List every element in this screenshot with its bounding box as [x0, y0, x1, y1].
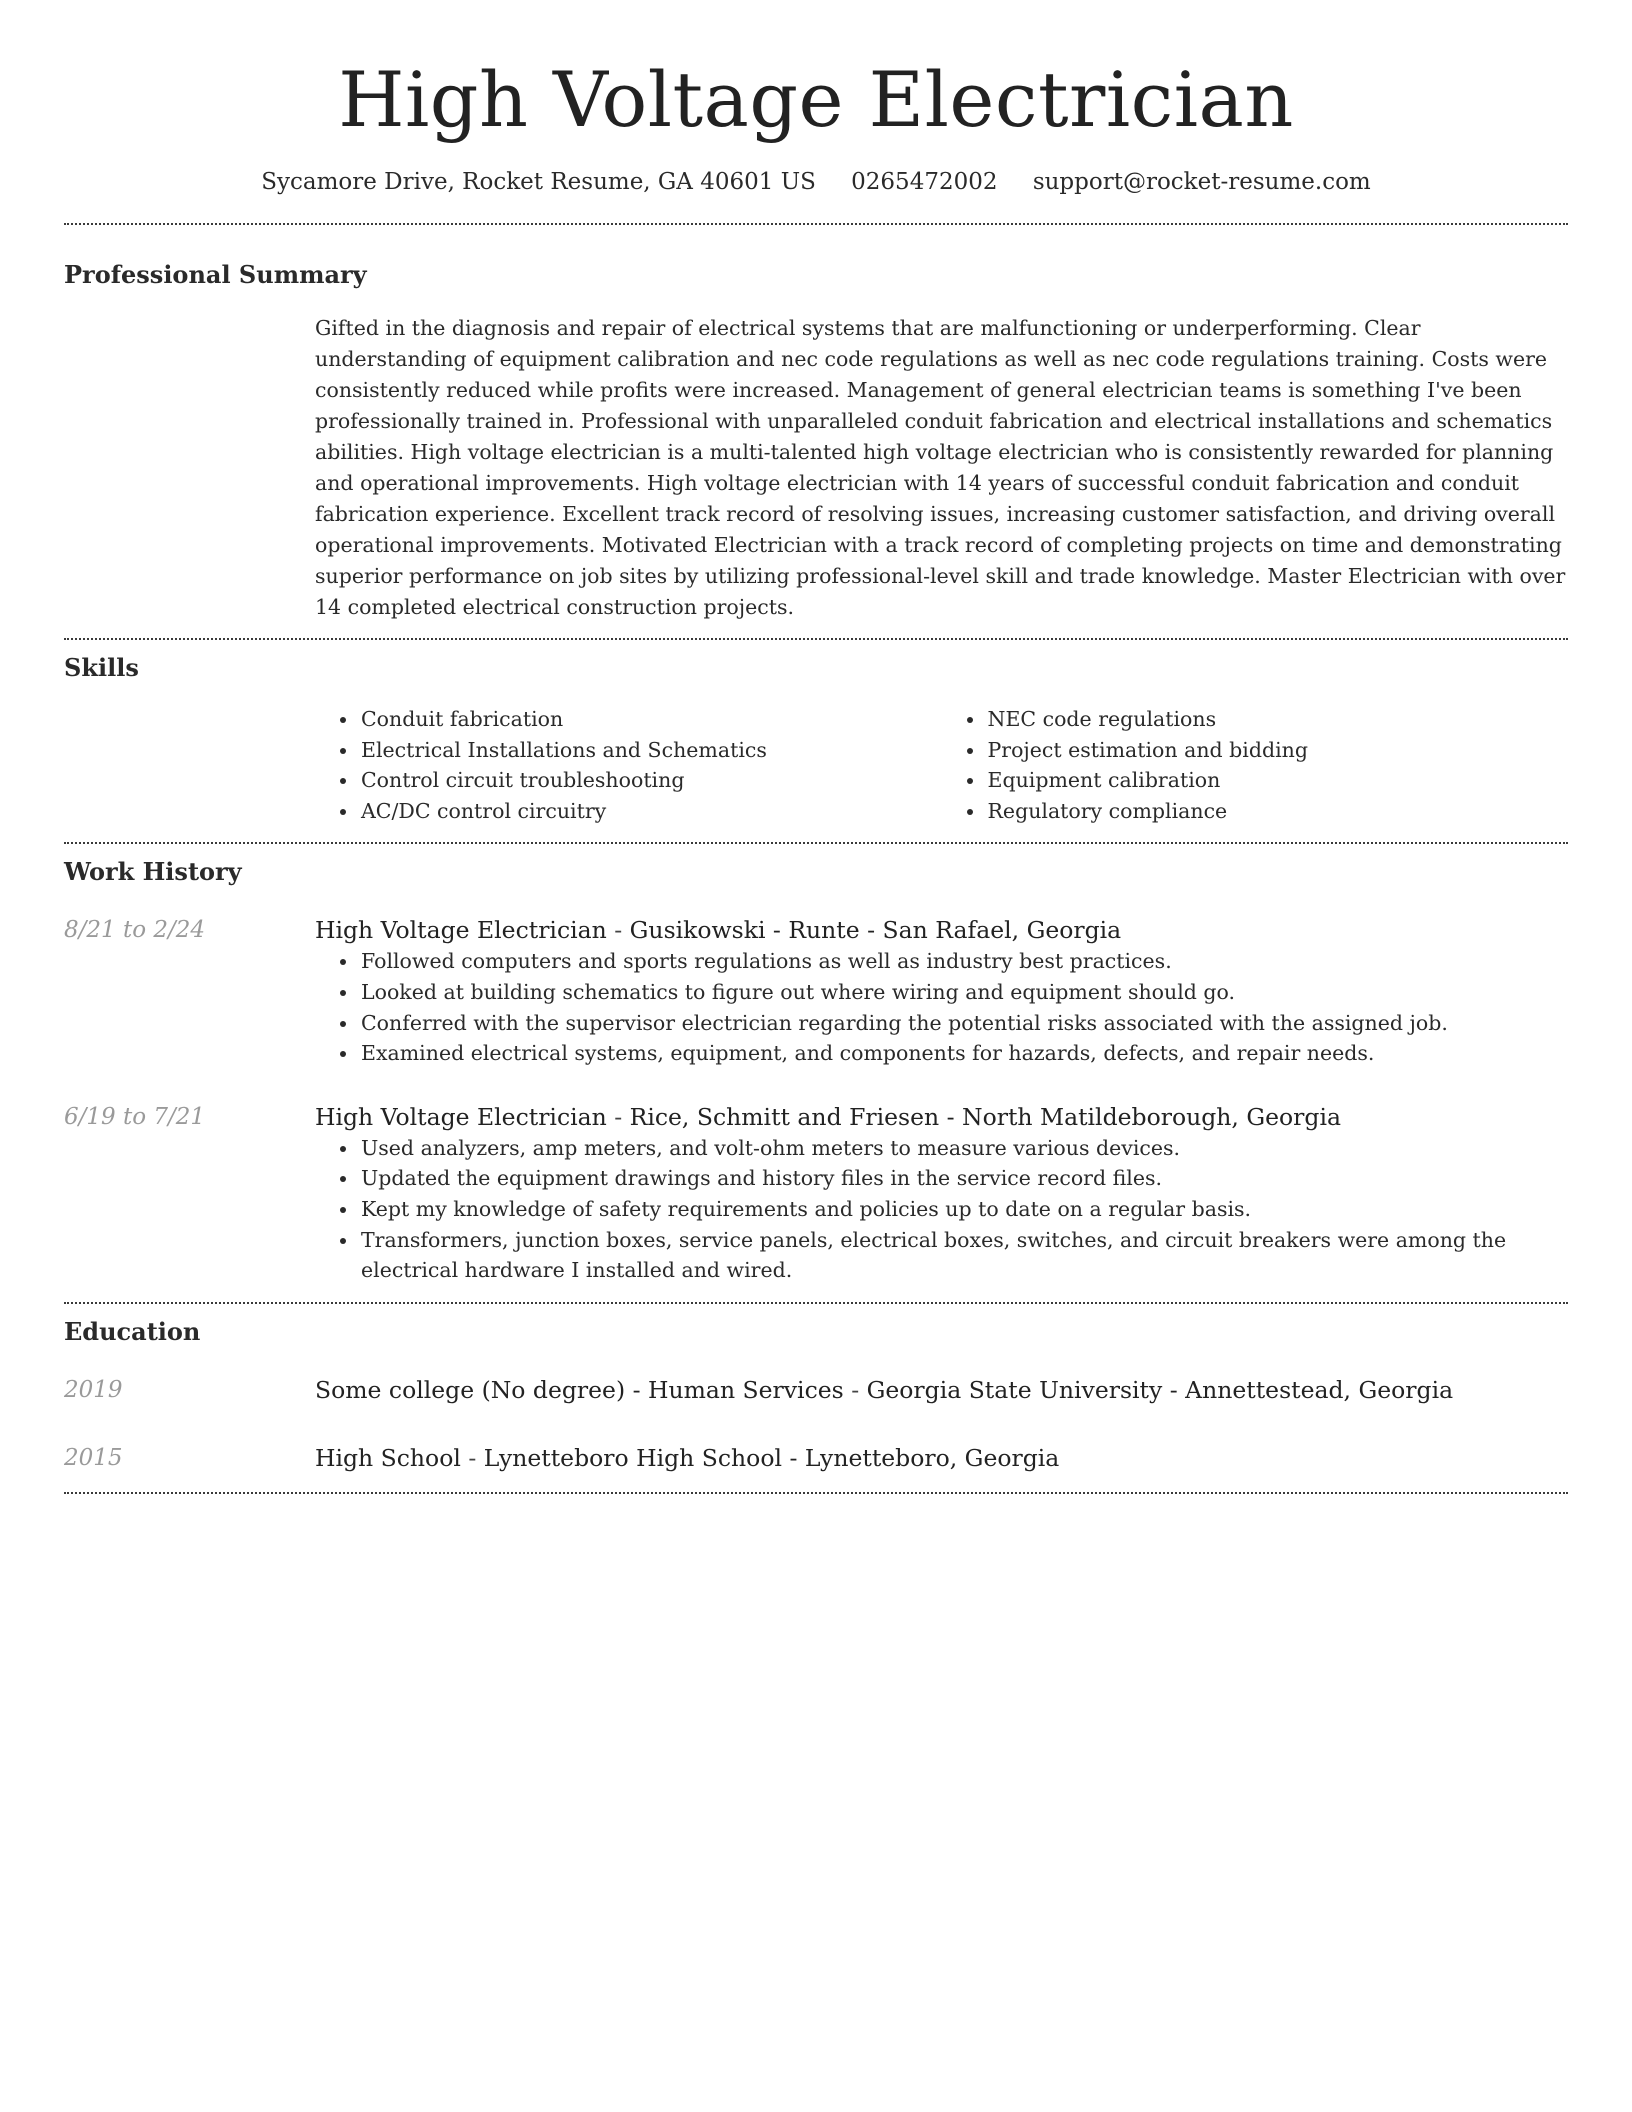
job-bullet: • Looked at building schematics to figure out where wiring and equipment should go.	[359, 977, 1568, 1008]
job-bullet: • Used analyzers, amp meters, and volt-ohm meters to measure various devices.	[359, 1133, 1568, 1164]
job-bullets	[315, 1133, 1568, 1286]
divider	[64, 638, 1568, 640]
job-employer: Rice, Schmitt and Friesen - North Matildeborough, Georgia	[629, 1102, 1341, 1131]
education-separator: -	[460, 1443, 484, 1472]
divider	[64, 1492, 1568, 1494]
skill-item: • NEC code regulations	[986, 704, 1569, 735]
job-entry	[64, 914, 1568, 1068]
divider	[64, 1302, 1568, 1304]
section-title-work: Work History	[64, 857, 242, 887]
job-bullet: • Updated the equipment drawings and history files in the service record files.	[359, 1163, 1568, 1194]
job-separator: -	[606, 1102, 630, 1131]
divider	[64, 842, 1568, 844]
job-title-line	[315, 914, 1568, 946]
skills-list-left	[315, 704, 942, 826]
job-role: High Voltage Electrician	[315, 1102, 607, 1131]
job-details	[315, 914, 1568, 1068]
section-title-education: Education	[64, 1316, 201, 1346]
education-degree: Some college (No degree) - Human Services	[315, 1375, 844, 1404]
job-bullet: • Examined electrical systems, equipment, and components for hazards, defects, and repair needs.	[359, 1038, 1568, 1069]
job-bullet: • Conferred with the supervisor electrician regarding the potential risks associated with the assigned job.	[359, 1008, 1568, 1039]
job-bullets	[315, 946, 1568, 1068]
job-entry	[64, 1101, 1568, 1286]
resume-page	[64, 0, 1568, 1494]
education-school: Georgia State University - Annettestead, Georgia	[866, 1375, 1454, 1404]
education-line	[315, 1374, 1568, 1406]
education-degree: High School	[315, 1443, 461, 1472]
education-line	[315, 1442, 1568, 1474]
job-bullet: • Transformers, junction boxes, service panels, electrical boxes, switches, and circuit breakers were among the electrical hardware I installed and wired.	[359, 1225, 1568, 1286]
education-section	[64, 1316, 1568, 1474]
contact-address: Sycamore Drive, Rocket Resume, GA 40601 US	[261, 169, 816, 195]
divider	[64, 223, 1568, 225]
education-entry	[64, 1374, 1568, 1406]
education-year: 2015	[64, 1444, 123, 1471]
job-bullet: • Followed computers and sports regulations as well as industry best practices.	[359, 946, 1568, 977]
education-separator: -	[843, 1375, 867, 1404]
job-bullet: • Kept my knowledge of safety requirements and policies up to date on a regular basis.	[359, 1194, 1568, 1225]
summary-text: Gifted in the diagnosis and repair of electrical systems that are malfunctioning or underperforming. Clear understanding of equipment calibration and nec code regulations as well as nec code regulations training. Costs were consistently reduced while profits were increased. Management of general electrician teams is something I've been professionally trained in. Professional with unparalleled conduit fabrication and electrical installations and schematics abilities. High voltage electrician is a multi-talented high voltage electrician who is consistently rewarded for planning and operational improvements. High voltage electrician with 14 years of successful conduit fabrication and conduit fabrication experience. Excellent track record of resolving issues, increasing customer satisfaction, and driving overall operational improvements. Motivated Electrician with a track record of completing projects on time and demonstrating superior performance on job sites by utilizing professional-level skill and trade knowledge. Master Electrician with over 14 completed electrical construction projects.	[315, 316, 1566, 619]
contact-email: support@rocket-resume.com	[1032, 169, 1371, 195]
summary-section	[64, 259, 1568, 623]
skill-item: • Conduit fabrication	[359, 704, 942, 735]
contact-line	[64, 166, 1568, 198]
skill-item: • Regulatory compliance	[986, 796, 1569, 827]
job-dates: 6/19 to 7/21	[64, 1103, 206, 1130]
section-title-skills: Skills	[64, 653, 139, 682]
job-employer: Gusikowski - Runte - San Rafael, Georgia	[629, 916, 1122, 945]
contact-phone: 0265472002	[851, 169, 998, 195]
section-title-summary: Professional Summary	[64, 260, 367, 289]
skill-item: • AC/DC control circuitry	[359, 796, 942, 827]
work-section	[64, 856, 1568, 1285]
skill-item: • Electrical Installations and Schematics	[359, 735, 942, 766]
skill-item: • Equipment calibration	[986, 765, 1569, 796]
job-details	[315, 1101, 1568, 1286]
education-entry	[64, 1442, 1568, 1474]
skills-section	[64, 652, 1568, 826]
skills-list-right	[942, 704, 1569, 826]
job-separator: -	[606, 916, 630, 945]
job-title-line	[315, 1101, 1568, 1133]
skill-item: • Control circuit troubleshooting	[359, 765, 942, 796]
job-role: High Voltage Electrician	[315, 916, 607, 945]
education-year: 2019	[64, 1376, 123, 1403]
resume-name: High Voltage Electrician	[338, 55, 1294, 144]
skills-columns	[315, 704, 1568, 826]
education-school: Lynetteboro High School - Lynetteboro, Georgia	[483, 1443, 1060, 1472]
job-dates: 8/21 to 2/24	[64, 917, 206, 944]
skill-item: • Project estimation and bidding	[986, 735, 1569, 766]
